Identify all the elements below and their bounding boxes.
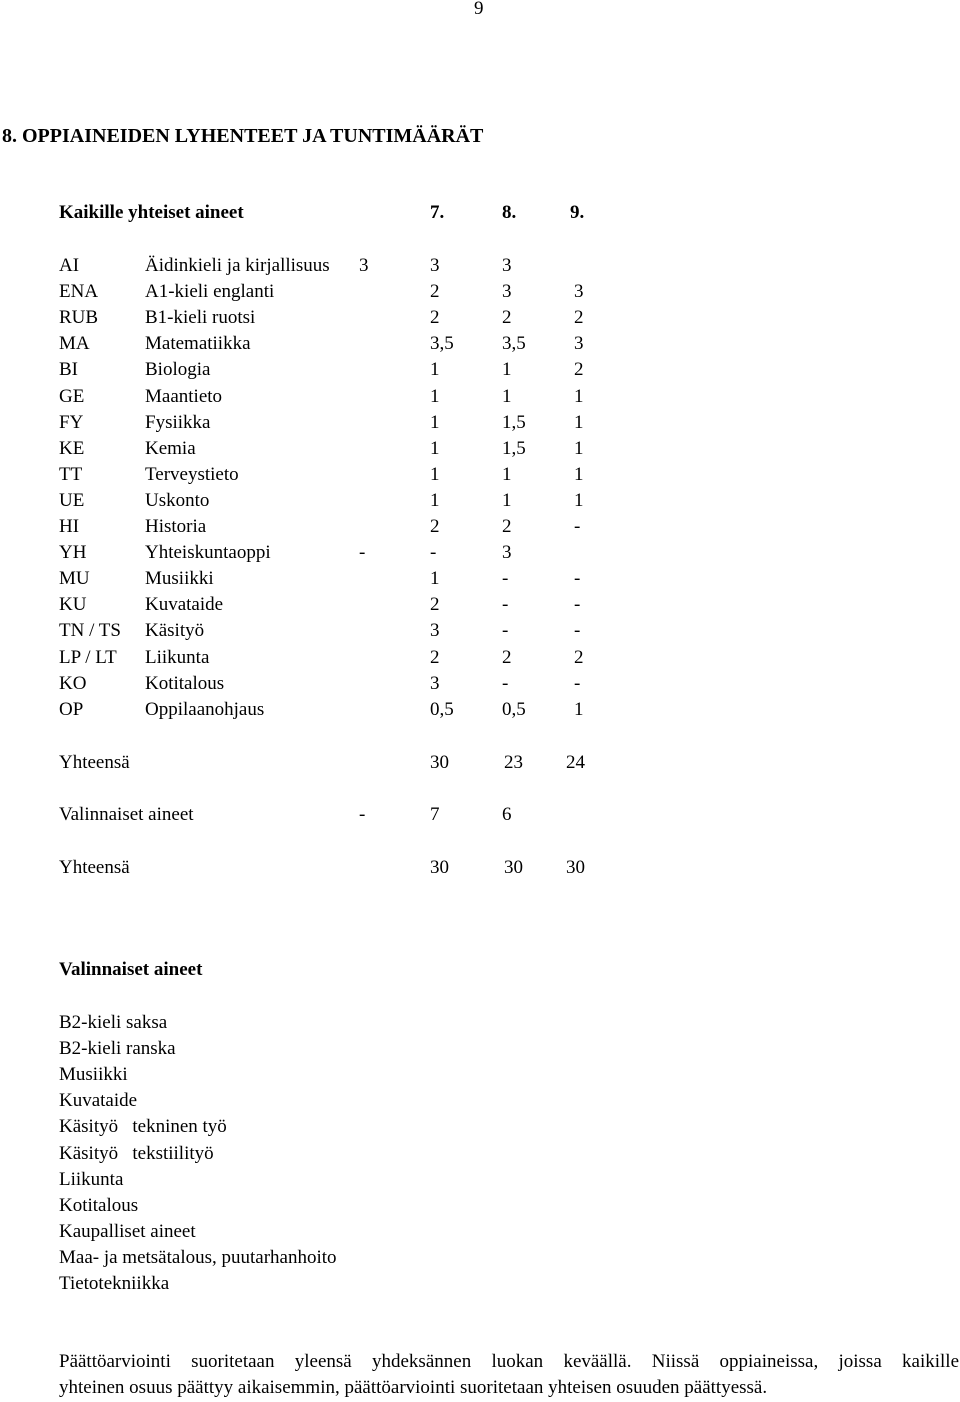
electives-row-label: Valinnaiset aineet [59,804,194,825]
hours-grade-9: - [574,620,581,642]
list-item: Tietotekniikka [59,1273,170,1294]
hours-grade-7: 1 [430,411,440,433]
subject-name: B1-kieli ruotsi [145,307,256,329]
hours-grade-8: 1 [502,489,512,511]
hours-grade-8: 3,5 [502,333,526,355]
hours-grade-9: 1 [574,489,584,511]
subject-name: Musiikki [145,568,214,590]
list-item: Kuvataide [59,1090,138,1112]
subject-code: HI [59,516,80,537]
subject-code: TT [59,463,83,485]
hours-grade-9: 2 [574,646,584,668]
hours-grade-8: - [430,542,437,564]
list-item: Käsityö tekninen työ [59,1116,227,1138]
subject-name: Fysiikka [145,411,211,433]
hours-grade-9: - [574,568,581,590]
subject-name: Terveystieto [145,463,239,485]
hours-grade-9: 1 [574,385,584,407]
hours-grade-8: 3 [502,281,512,303]
grand-total-grade-7: 30 [430,857,449,878]
subject-code: KE [59,437,85,459]
list-item: B2-kieli saksa [59,1012,168,1033]
hours-grade-8: 2 [502,646,512,668]
subject-code: MU [59,568,90,590]
list-item: Käsityö tekstiilityö [59,1142,214,1164]
hours-grade-9: 3 [502,542,512,564]
subject-code: BI [59,359,78,381]
subject-name: Maantieto [145,385,223,407]
subject-name: Historia [145,516,207,537]
hours-grade-9: - [574,516,581,537]
subject-name: Kemia [145,437,196,459]
hours-grade-7: 3 [359,255,369,276]
hours-grade-7: 2 [430,516,440,537]
electives-row-grade-7: - [359,804,366,825]
total-grade-7: 30 [430,752,449,773]
hours-grade-9: 1 [574,437,584,459]
electives-row-grade-9: 6 [502,804,512,825]
list-item: Musiikki [59,1064,128,1086]
footer-line: Päättöarviointi suoritetaan yleensä yhdeksännen luokan keväällä. Niissä oppiaineissa, joissa kaikille [59,1351,959,1372]
subject-code: KO [59,672,87,694]
hours-grade-8: - [502,672,509,694]
subject-name: Kotitalous [145,672,225,694]
hours-grade-8: 3 [430,255,440,276]
subject-code: UE [59,489,85,511]
hours-grade-8: 1 [502,385,512,407]
hours-grade-8: 2 [502,516,512,537]
hours-grade-9: 3 [502,255,512,276]
subject-name: Uskonto [145,489,210,511]
hours-grade-7: 3 [430,620,440,642]
hours-grade-8: - [502,568,509,590]
total-label: Yhteensä [59,752,130,773]
hours-grade-8: 2 [502,307,512,329]
hours-grade-7: 2 [430,281,440,303]
hours-grade-7: 1 [430,437,440,459]
hours-grade-8: 1,5 [502,411,526,433]
hours-grade-7: 1 [430,385,440,407]
subject-code: KU [59,594,87,616]
hours-grade-9: 1 [574,463,584,485]
subject-code: TN / TS [59,620,121,642]
list-item: Liikunta [59,1168,124,1190]
hours-grade-9: 3 [574,333,584,355]
hours-grade-7: 3,5 [430,333,454,355]
hours-grade-8: - [502,620,509,642]
hours-grade-9: 3 [574,281,584,303]
subject-code: ENA [59,281,99,303]
subject-name: Yhteiskuntaoppi [145,542,271,564]
hours-grade-9: - [574,594,581,616]
subject-code: AI [59,255,80,276]
grand-total-grade-8: 30 [504,857,523,878]
section-heading: 8. OPPIAINEIDEN LYHENTEET JA TUNTIMÄÄRÄT [2,125,484,147]
hours-grade-8: - [502,594,509,616]
subject-code: LP / LT [59,646,117,668]
hours-grade-7: 2 [430,594,440,616]
electives-row-grade-8: 7 [430,804,440,825]
hours-grade-7: 2 [430,307,440,329]
grand-total-label: Yhteensä [59,857,130,878]
list-item: Kotitalous [59,1194,139,1216]
subject-code: MA [59,333,90,355]
hours-grade-7: 3 [430,672,440,694]
total-grade-9: 24 [566,752,585,773]
subject-name: Käsityö [145,620,205,642]
subject-name: Matematiikka [145,333,251,355]
subject-name: Biologia [145,359,211,381]
page-number: 9 [474,0,484,19]
hours-grade-7: 0,5 [430,698,454,720]
common-subjects-title: Kaikille yhteiset aineet [59,202,244,223]
subject-code: OP [59,698,84,720]
subject-code: RUB [59,307,99,329]
subject-code: YH [59,542,87,564]
hours-grade-7: - [359,542,366,564]
list-item: B2-kieli ranska [59,1038,176,1060]
list-item: Maa- ja metsätalous, puutarhanhoito [59,1246,337,1268]
hours-grade-7: 1 [430,568,440,590]
hours-grade-8: 1,5 [502,437,526,459]
grade-header-9: 9. [570,202,585,223]
subject-name: A1-kieli englanti [145,281,275,303]
subject-code: FY [59,411,84,433]
grade-header-8: 8. [502,202,517,223]
subject-name: Äidinkieli ja kirjallisuus [145,255,330,276]
hours-grade-7: 1 [430,359,440,381]
grand-total-grade-9: 30 [566,857,585,878]
total-grade-8: 23 [504,752,523,773]
subject-name: Liikunta [145,646,210,668]
list-item: Kaupalliset aineet [59,1220,196,1242]
hours-grade-9: 1 [574,411,584,433]
subject-code: GE [59,385,85,407]
subject-name: Kuvataide [145,594,224,616]
subject-name: Oppilaanohjaus [145,698,265,720]
hours-grade-9: 1 [574,698,584,720]
hours-grade-9: 2 [574,359,584,381]
electives-title: Valinnaiset aineet [59,959,203,980]
hours-grade-8: 0,5 [502,698,526,720]
hours-grade-7: 1 [430,489,440,511]
hours-grade-9: 2 [574,307,584,329]
grade-header-7: 7. [430,202,445,223]
hours-grade-8: 1 [502,463,512,485]
hours-grade-7: 2 [430,646,440,668]
hours-grade-8: 1 [502,359,512,381]
hours-grade-7: 1 [430,463,440,485]
footer-line: yhteinen osuus päättyy aikaisemmin, päättöarviointi suoritetaan yhteisen osuuden päättyessä. [59,1377,768,1398]
hours-grade-9: - [574,672,581,694]
